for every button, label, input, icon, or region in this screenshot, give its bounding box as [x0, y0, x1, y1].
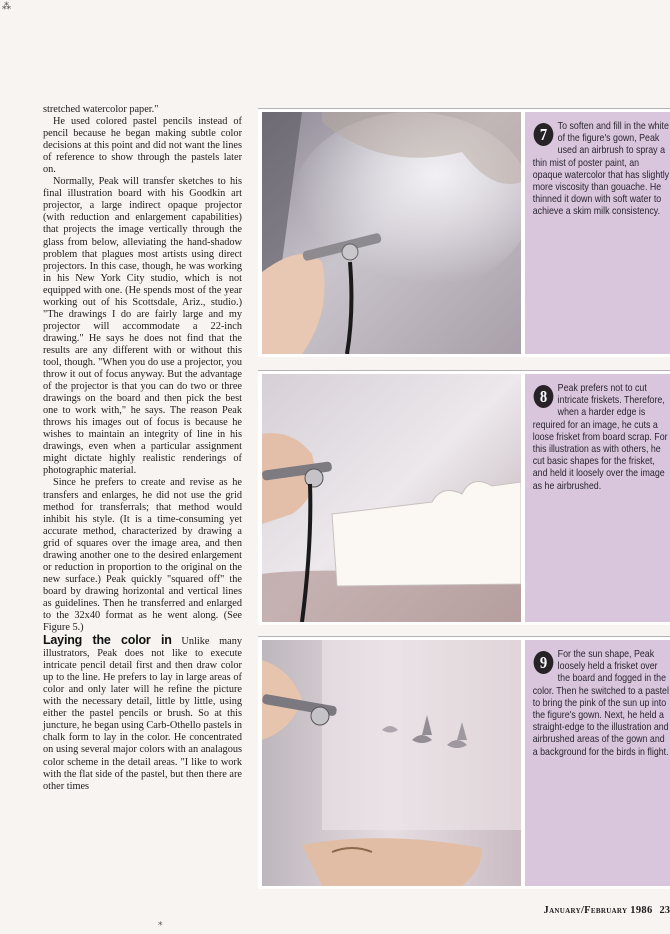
article-paragraph: Normally, Peak will transfer sketches to his final illustration board with his Goodkin art projector, a large indirect opaque projector (with reduction and enlargement capabilities) that projects the image vertically through the glass from below, alleviating the hand-shadow problem that plagues most artists using direct projectors. In this case, though, he was working in his New York City studio, which is not equipped with one. (He spends most of the year working out of his Scottsdale, Ariz., studio.) "The drawings I do are fairly large and my projector will accommodate a 22-inch drawing." He says he does not find that the results are any different with or without this tool, though. "When you do use a projector, you throw it out of focus anyway. But the advantage of the projector is that you can do two or three drawings on the board and then pick the best one to work with," he says. The reason Peak throws his images out of focus is because he wishes to maintain an integrity of line in his drawings, even when a particular assignment might dictate highly realistic renderings of photographic material.: [43, 176, 242, 477]
article-paragraph: stretched watercolor paper.": [43, 104, 159, 115]
step-panel-7: [258, 108, 670, 357]
step-8-caption: [525, 374, 670, 493]
section-subhead: Laying the color in: [43, 633, 172, 648]
step-number-badge: 9: [534, 651, 554, 674]
page-number: 23: [659, 905, 670, 916]
step-7-caption-box: [525, 112, 670, 354]
step-panel-9: [258, 636, 670, 889]
step-caption-text: To soften and fill in the white of the figure's gown, Peak used an airbrush to spray a thin mist of poster paint, an opaque watercolor that has slightly more viscosity than gouache. He thinned it down with soft water to achieve a skim milk consistency.: [532, 121, 670, 218]
article-paragraph: [43, 634, 242, 793]
step-panel-8: [258, 370, 670, 625]
step-number-badge: 7: [534, 123, 554, 146]
step-7-photo: [262, 112, 521, 354]
article-paragraph: Since he prefers to create and revise as he transfers and enlarges, he did not use the grid method for transferrals; that method would inhibit his style. (It is a time-consuming yet accurate method, characterized by drawing a grid of squares over the image area, and then drawing another one to the desired enlargement or reduction in proportion to the original on the new surface.) Peak quickly "squared off" the board by drawing horizontal and vertical lines as guidelines. Then he transferred and enlarged to the 32x40 format as he went along. (See Figure 5.): [43, 477, 242, 634]
step-caption-text: For the sun shape, Peak loosely held a frisket over the board and fogged in the color. Then he switched to a pastel to bring the pink of the sun up into the figure's gown. Next, he held a straight-edge to the illustration and airbrushed areas of the gown and a background for the birds in flight.: [532, 649, 669, 758]
step-9-photo: [262, 640, 521, 886]
step-9-caption-box: [525, 640, 670, 886]
scan-speck: ⁎: [158, 918, 163, 928]
step-number-badge: 8: [534, 385, 554, 408]
scan-speck: ⁂: [2, 2, 11, 12]
step-7-caption: [525, 112, 670, 219]
page-footer: [544, 905, 670, 916]
step-8-photo: [262, 374, 521, 622]
article-paragraph: He used colored pastel pencils instead of pencil because he began making subtle color decisions at this point and did not want the lines of reference to show through the pastels later on.: [43, 116, 242, 176]
article-column: [43, 104, 242, 793]
article-paragraph-text: Unlike many illustrators, Peak does not like to execute intricate pencil detail first and then draw color up to the line. He prefers to lay in large areas of color and only later will he refine the picture with the necessary detail, little by little, using either the pastel pencils or brush. So at this juncture, he began using Carb-Othello pastels in chalk form to lay in the color. He concentrated on using several major colors with an analagous color scheme in the detail areas. "I like to work with the flat side of the pastel, but then there are other times: [43, 636, 242, 792]
issue-date: January/February 1986: [543, 905, 653, 916]
step-caption-text: Peak prefers not to cut intricate friskets. Therefore, when a harder edge is required for an image, he cuts a loose frisket from board scrap. For this illustration as with others, he cut basic shapes for the frisket, and held it loosely over the image as he airbrushed.: [532, 383, 668, 492]
step-8-caption-box: [525, 374, 670, 622]
step-9-caption: [525, 640, 670, 759]
